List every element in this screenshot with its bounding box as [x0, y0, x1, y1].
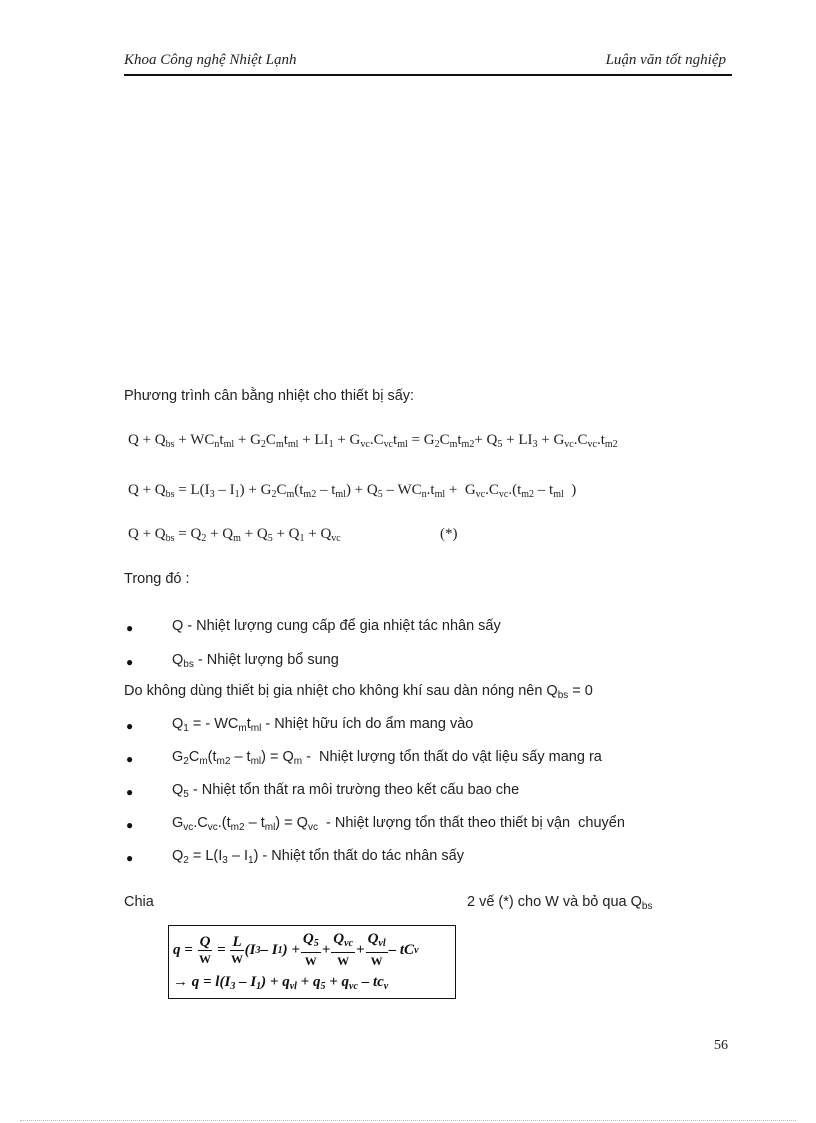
where-label: Trong đó :: [124, 571, 190, 587]
footer-divider: [20, 1120, 796, 1121]
bullet-q1: $Q_1$ = - $WC_mt_{ml}$ - Nhiệt hữu ích do ẩm mang vào: [172, 716, 474, 734]
equation-3-tag: (*): [440, 526, 458, 542]
bullet-icon: ●: [126, 621, 134, 635]
bullet-q2: $Q_2 = L(I_3 - I_1)$ - Nhiệt tổn thất do tác nhân sấy: [172, 848, 464, 866]
bullet-q5: $Q_5$ - Nhiệt tổn thất ra môi trường theo kết cấu bao che: [172, 782, 520, 800]
bullet-icon: ●: [126, 719, 134, 733]
bullet-q: Q - Nhiệt lượng cung cấp để gia nhiệt tác nhân sấy: [172, 618, 501, 634]
page-number: 56: [714, 1038, 728, 1053]
equation-1: $Q + Q_{bs} + WC_nt_{ml} + G_2C_mt_{ml} + LI_1 + G_{vc}.C_{vc}t_{ml} = G_2C_mt_{m2}+ Q_5 + LI_3 + G_{vc}.C_{vc}.t_{m2}$: [128, 432, 618, 450]
note-text: Do không dùng thiết bị gia nhiệt cho không khí sau dàn nóng nên $Q_{bs} = 0$: [124, 683, 593, 701]
equation-2: $Q + Q_{bs} = L(I_3 - I_1) + G_2C_m(t_{m2} - t_{ml}) + Q_5 - WC_n.t_{ml} + G_{vc}.C_{vc}.(t_{m2} - t_{ml}$ ): [128, 482, 577, 500]
bullet-icon: ●: [126, 752, 134, 766]
bullet-qm: $G_2C_m(t_{m2} - t_{ml}) = Q_m$ - Nhiệt lượng tổn thất do vật liệu sấy mang ra: [172, 749, 602, 767]
header-department: Khoa Công nghệ Nhiệt Lạnh: [124, 52, 297, 68]
bullet-icon: ●: [126, 851, 134, 865]
formula-box: [168, 925, 456, 999]
formula-line-1: q = $\frac{Q}{W}$ = $\frac{L}{W}$ (I 3 – I 1 ) + $\frac{Q_5}{W}$ + $\frac{Q_{vc}}{W}$ + $\frac{Q_{vl}}{W}$ – tC v: [173, 931, 419, 968]
formula-line-2: → $q = l(I_3 - I_1) + q_{vl} + q_5 + q_{vc} - tc_v$: [173, 974, 389, 992]
divide-right: 2 vế (*) cho W và bỏ qua $Q_{bs}$: [467, 894, 653, 912]
bullet-qbs: $Q_{bs}$ - Nhiệt lượng bổ sung: [172, 652, 339, 670]
intro-text: Phương trình cân bằng nhiệt cho thiết bị sấy:: [124, 388, 415, 404]
bullet-icon: ●: [126, 785, 134, 799]
equation-3: $Q + Q_{bs} = Q_2 + Q_m + Q_5 + Q_1 + Q_{vc}$: [128, 526, 341, 544]
bullet-qvc: $G_{vc}.C_{vc}.(t_{m2} - t_{ml}) = Q_{vc}$ - Nhiệt lượng tổn thất theo thiết bị vận chuyển: [172, 815, 625, 833]
bullet-icon: ●: [126, 655, 134, 669]
header-thesis-title: Luận văn tốt nghiệp: [605, 52, 726, 68]
bullet-icon: ●: [126, 818, 134, 832]
divide-left: Chia: [124, 894, 154, 910]
header-rule: [124, 74, 732, 76]
